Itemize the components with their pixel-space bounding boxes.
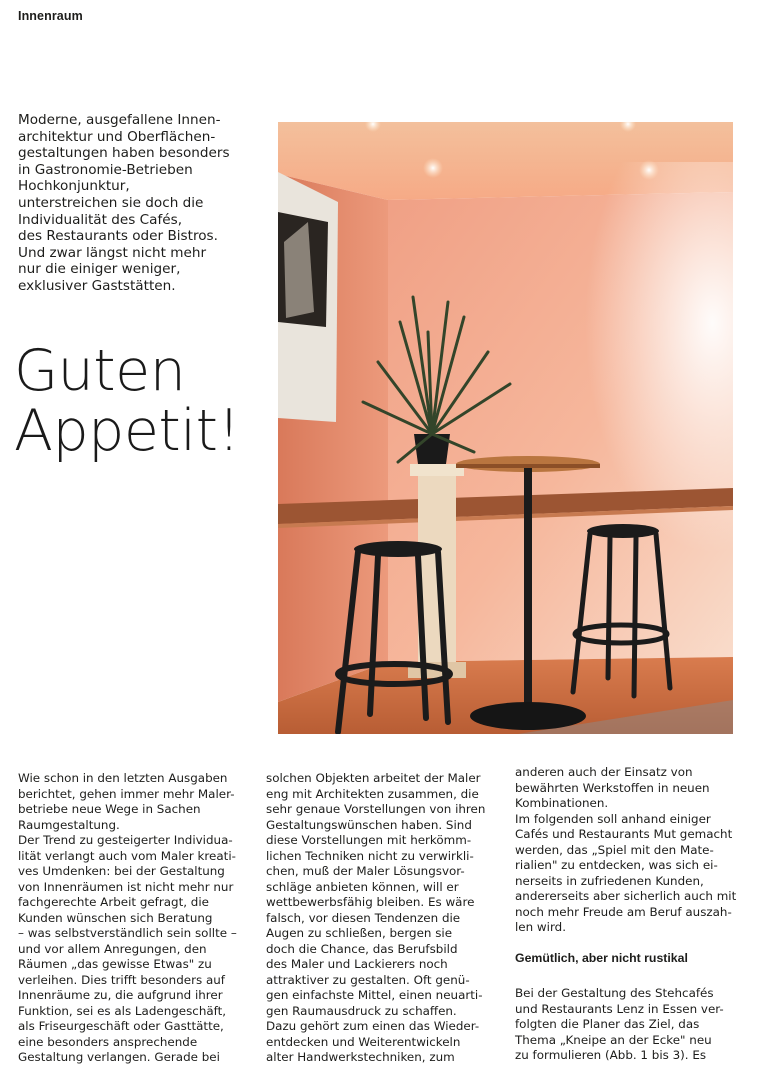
intro-line: gestaltungen haben besonders [18,145,230,162]
body-line: als Friseurgeschäft oder Gasttätte, [18,1019,224,1033]
body-line: gen Raumausdruck zu schaffen. [266,1003,457,1018]
body-column-2 [266,771,504,1066]
body-line: betriebe neue Wege in Sachen [18,802,201,816]
intro-line: des Restaurants oder Bistros. [18,228,218,245]
body-line: Gestaltung verlangen. Gerade bei [18,1050,220,1064]
body-line: folgten die Planer das Ziel, das [515,1017,700,1031]
body-line: Cafés und Restaurants Mut gemacht [515,827,733,841]
body-line: solchen Objekten arbeitet der Maler [266,771,481,785]
body-line: diese Vorstellungen mit herkömm- [266,833,472,847]
body-line: Räumen „das gewisse Etwas" zu [18,957,212,971]
body-line: Kunden wünschen sich Beratung [18,910,213,925]
body-line: doch die Chance, das Berufsbild [266,941,458,956]
body-line: andererseits aber sicherlich auch mit [515,889,737,903]
body-line: len wird. [515,920,566,934]
body-line: alter Handwerkstechniken, zum [266,1050,455,1064]
intro-paragraph [18,112,270,295]
body-line: bewährten Werkstoffen in neuen [515,780,710,795]
body-line: Im folgenden soll anhand einiger [515,811,711,826]
intro-line: unterstreichen sie doch die [18,194,204,211]
intro-line: Moderne, ausgefallene Innen- [18,112,221,128]
body-line: chen, muß der Maler Lösungsvor- [266,864,465,878]
cafe-interior-photo [278,122,733,734]
body-line: wettbewerbsfähig bleiben. Es wäre [266,895,475,909]
body-line: sehr genaue Vorstellungen von ihren [266,802,486,816]
body-line: noch mehr Freude am Beruf auszah- [515,904,732,919]
body-line: schläge anbieten können, will er [266,879,459,894]
body-column-3 [515,765,753,1064]
body-line: Innenräume zu, die aufgrund ihrer [18,988,223,1002]
intro-line: nur die einiger weniger, [18,261,181,278]
body-line: und Restaurants Lenz in Essen ver- [515,1001,724,1016]
body-line: lität verlangt auch vom Maler kreati- [18,848,236,863]
body-line: und vor allem Anregungen, den [18,941,207,956]
body-line: des Maler und Lackierers noch [266,957,448,971]
body-line: Gestaltungswünschen haben. Sind [266,817,472,832]
body-line: Funktion, sei es als Ladengeschäft, [18,1003,227,1018]
headline [14,338,240,464]
body-line: Bei der Gestaltung des Stehcafés [515,986,714,1000]
body-line: berichtet, gehen immer mehr Maler- [18,786,235,801]
intro-line: Hochkonjunktur, [18,178,130,195]
body-line: eng mit Architekten zusammen, die [266,786,479,801]
body-line: werden, das „Spiel mit den Mate- [515,842,714,857]
headline-line: Appetit! [14,398,240,464]
body-line: fachgerechte Arbeit gefragt, die [18,895,209,909]
body-line: Raumgestaltung. [18,817,120,832]
body-line: anderen auch der Einsatz von [515,765,693,779]
body-line: Der Trend zu gesteigerter Individua- [18,833,233,847]
body-line: verleihen. Dies trifft besonders auf [18,972,225,987]
body-line: eine besonders ansprechende [18,1034,198,1049]
body-line: gen einfachste Mittel, einen neuarti- [266,988,483,1002]
body-line: zu formulieren (Abb. 1 bis 3). Es [515,1048,707,1062]
body-line: ves Umdenken: bei der Gestaltung [18,864,225,878]
intro-line: Und zwar längst nicht mehr [18,244,207,261]
body-line: Augen zu schließen, bergen sie [266,926,453,940]
body-line: nerseits in zufriedenen Kunden, [515,873,704,888]
section-label: Innenraum [18,9,83,23]
body-line: attraktiver zu gestalten. Oft genü- [266,972,470,987]
body-line: von Innenräumen ist nicht mehr nur [18,879,234,894]
body-column-1 [18,771,256,1066]
body-line: lichen Techniken nicht zu verwirkli- [266,848,474,863]
body-line: – was selbstverständlich sein sollte – [18,926,237,940]
intro-line: Individualität des Cafés, [18,211,183,228]
body-line: Dazu gehört zum einen das Wieder- [266,1019,480,1033]
intro-line: exklusiver Gaststätten. [18,277,176,294]
body-line: rialien" zu entdecken, was sich ei- [515,858,718,872]
body-line: Thema „Kneipe an der Ecke" neu [515,1032,712,1047]
body-line: entdecken und Weiterentwickeln [266,1034,461,1049]
intro-line: architektur und Oberflächen- [18,128,216,145]
body-line: falsch, vor diesen Tendenzen die [266,910,461,925]
intro-line: in Gastronomie-Betrieben [18,161,193,178]
headline-line: Guten [14,338,186,404]
subheading: Gemütlich, aber nicht rustikal [515,950,688,965]
body-line: Kombinationen. [515,796,609,810]
body-line: Wie schon in den letzten Ausgaben [18,771,228,785]
